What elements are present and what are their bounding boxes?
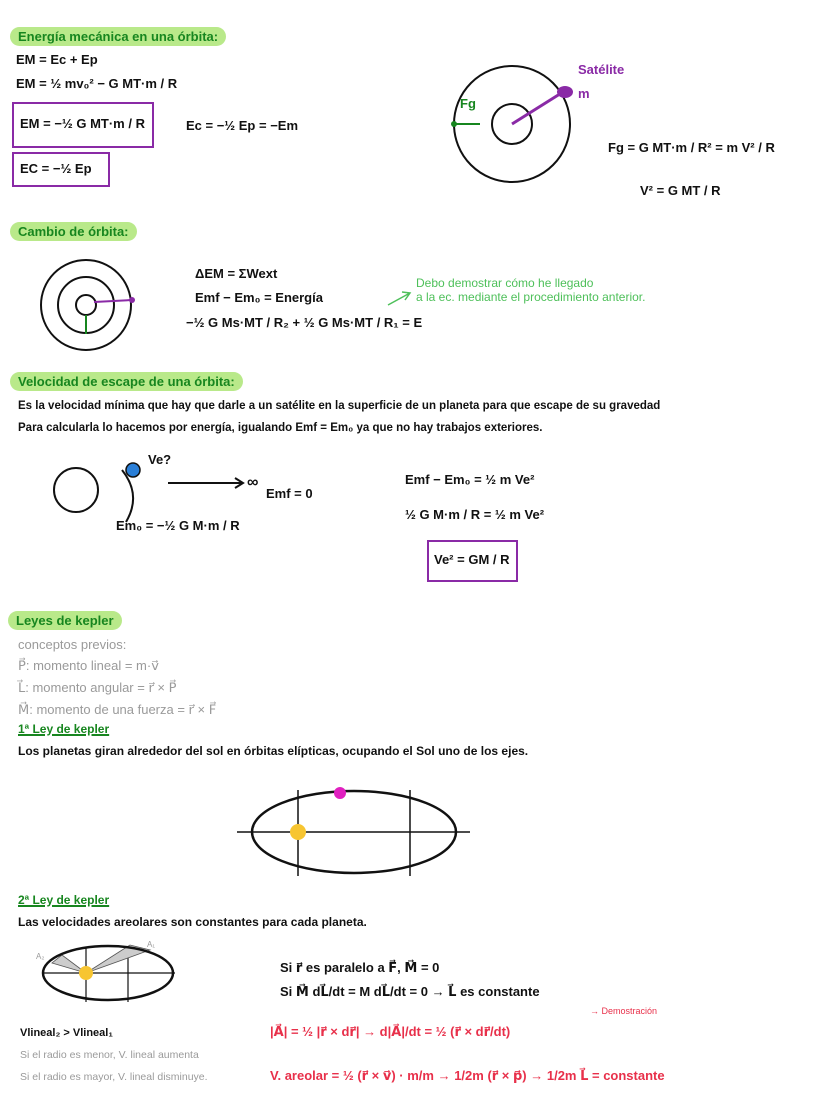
escape-diagram bbox=[54, 463, 243, 522]
cond-constante: Si M⃗ dL⃗/dt = M dL⃗/dt = 0 → L⃗ es constante bbox=[280, 984, 540, 999]
label-em0: Em₀ = −½ G M·m / R bbox=[116, 518, 240, 533]
note-line-2: a la ec. mediante el procedimiento anterior. bbox=[416, 290, 646, 304]
eq-v-areolar: V. areolar = ½ (r⃗ × v⃗) · m/m → 1/2m (r⃗ × p⃗) → 1/2m L⃗ = constante bbox=[270, 1068, 665, 1083]
vlineal-compare: Vlineal₂ > Vlineal₁ bbox=[20, 1027, 113, 1039]
orbit-diagram bbox=[451, 66, 573, 182]
heading-kepler: Leyes de kepler bbox=[8, 611, 122, 630]
label-infinity: ∞ bbox=[247, 474, 259, 491]
eq-ve: Ve² = GM / R bbox=[434, 552, 510, 567]
eq-em-sum: EM = Ec + Ep bbox=[16, 52, 98, 67]
heading-escape: Velocidad de escape de una órbita: bbox=[10, 372, 243, 391]
eq-area: |A⃗| = ½ |r⃗ × dr⃗| → d|A⃗|/dt = ½ (r⃗ × dr⃗/dt) bbox=[270, 1024, 511, 1039]
ley-2-text: Las velocidades areolares son constantes para cada planeta. bbox=[18, 915, 367, 929]
heading-energia: Energía mecánica en una órbita: bbox=[10, 27, 226, 46]
eq-energy: −½ G Ms·MT / R₂ + ½ G Ms·MT / R₁ = E bbox=[186, 315, 423, 330]
kepler2-ellipse bbox=[42, 945, 175, 1002]
label-demostracion: → Demostración bbox=[590, 1006, 658, 1016]
eq-emf-em0: Emf − Em₀ = Energía bbox=[195, 290, 323, 305]
label-m: m bbox=[578, 86, 590, 101]
escape-text-1: Es la velocidad mínima que hay que darle a un satélite en la superficie de un planeta para que escape de su gravedad bbox=[18, 400, 661, 412]
sun-icon bbox=[290, 824, 306, 840]
eq-delta-em: ΔEM = ΣWext bbox=[195, 266, 278, 281]
label-emf: Emf = 0 bbox=[266, 486, 313, 501]
escape-text-2: Para calcularla lo hacemos por energía, igualando Emf = Em₀ ya que no hay trabajos exteriores. bbox=[18, 422, 543, 434]
label-satelite: Satélite bbox=[578, 62, 625, 77]
eq-escape-2: ½ G M·m / R = ½ m Ve² bbox=[405, 507, 545, 522]
planet-dot bbox=[334, 787, 346, 799]
label-a2: A₂ bbox=[36, 952, 45, 961]
heading-ley-2: 2ª Ley de kepler bbox=[18, 893, 110, 907]
radio-menor-text: Si el radio es menor, V. lineal aumenta bbox=[20, 1049, 199, 1061]
eq-fg: Fg = G MT·m / R² = m V² / R bbox=[608, 140, 775, 155]
note-line-1: Debo demostrar cómo he llegado bbox=[416, 276, 594, 290]
eq-ec-boxed: EC = −½ Ep bbox=[20, 161, 92, 176]
ley-1-text: Los planetas giran alrededor del sol en órbitas elípticas, ocupando el Sol uno de los ejes. bbox=[18, 744, 529, 758]
prev-title: conceptos previos: bbox=[18, 637, 127, 652]
eq-em-boxed: EM = −½ G MT·m / R bbox=[20, 116, 145, 131]
prev-momento-fuerza: M⃗: momento de una fuerza = r⃗ × F⃗ bbox=[18, 702, 217, 717]
label-ve: Ve? bbox=[148, 452, 172, 467]
prev-momento-angular: L⃗: momento angular = r⃗ × P⃗ bbox=[18, 680, 177, 695]
heading-ley-1: 1ª Ley de kepler bbox=[18, 722, 110, 736]
label-fg: Fg bbox=[460, 96, 476, 111]
eq-em-full: EM = ½ mv₀² − G MT·m / R bbox=[16, 76, 178, 91]
eq-ec: Ec = −½ Ep = −Em bbox=[186, 118, 299, 133]
kepler1-ellipse bbox=[237, 787, 470, 876]
prev-momento-lineal: P⃗: momento lineal = m·v⃗ bbox=[18, 658, 159, 673]
eq-v2: V² = G MT / R bbox=[640, 183, 721, 198]
heading-cambio: Cambio de órbita: bbox=[10, 222, 137, 241]
label-a1: A₁ bbox=[147, 940, 156, 949]
eq-escape-1: Emf − Em₀ = ½ m Ve² bbox=[405, 472, 535, 487]
radio-mayor-text: Si el radio es mayor, V. lineal disminuye. bbox=[20, 1071, 208, 1083]
radius-line bbox=[512, 92, 563, 124]
satellite bbox=[557, 86, 573, 98]
note-arrow bbox=[388, 292, 410, 305]
cond-paralelo: Si r⃗ es paralelo a F⃗, M⃗ = 0 bbox=[280, 960, 440, 975]
